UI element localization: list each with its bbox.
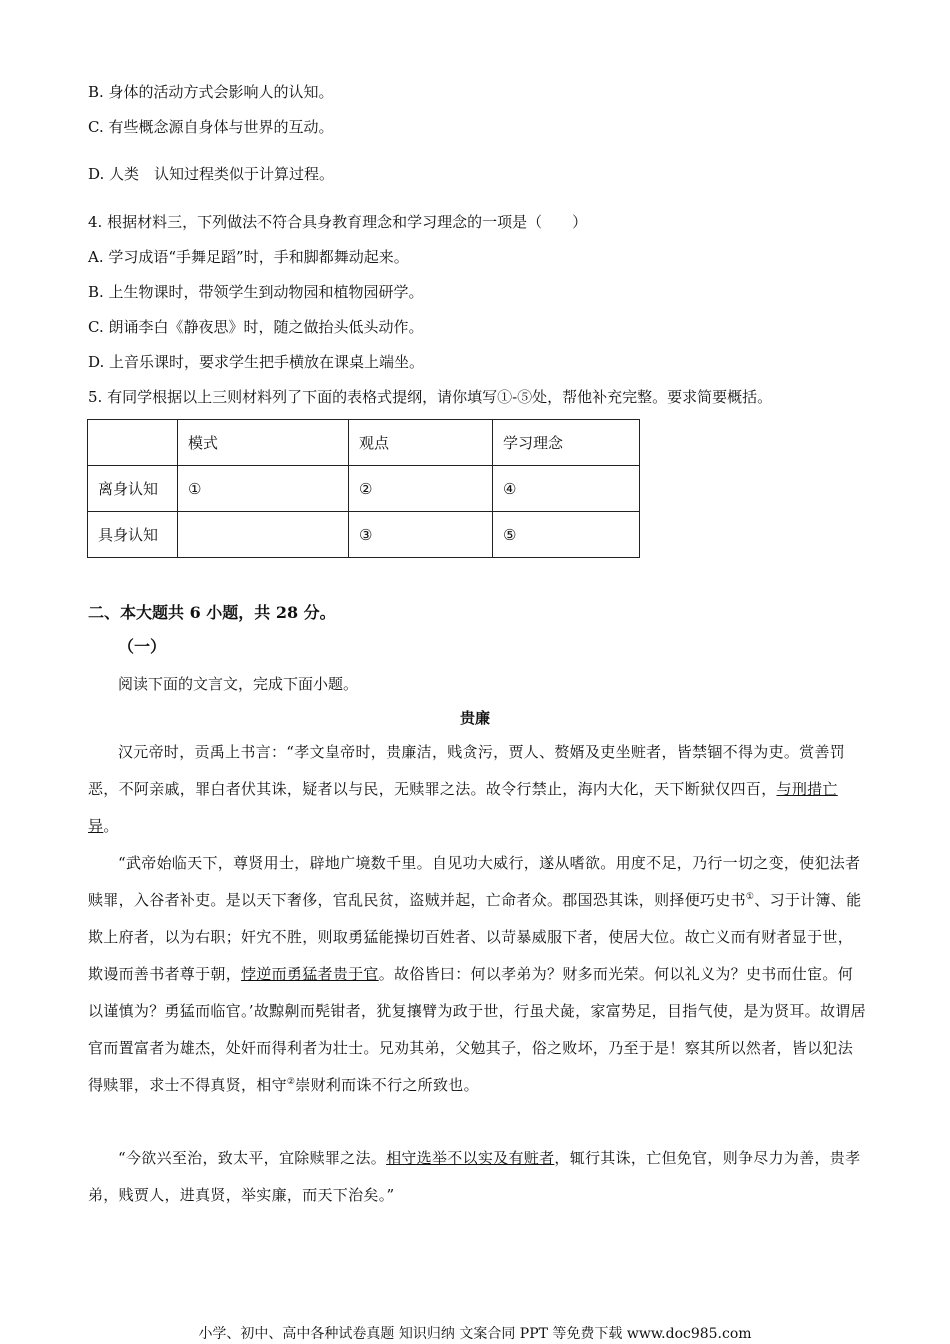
table-cell: ③ [349, 512, 493, 558]
page-footer: 小学、初中、高中各种试卷真题 知识归纳 文案合同 PPT 等免费下载 www.doc985.com [198, 1326, 752, 1342]
option-d: D. 人类 认知过程类似于计算过程。 [88, 165, 335, 183]
q4-option-b: B. 上生物课时，带领学生到动物园和植物园研学。 [88, 283, 424, 301]
passage-text: 崇财利而诛不行之所致也。 [295, 1076, 479, 1094]
table-cell: ④ [493, 466, 640, 512]
passage-paragraph-1 [88, 734, 868, 845]
question-4-stem: 4. 根据材料三，下列做法不符合具身教育理念和学习理念的一项是（ ） [88, 213, 588, 231]
table-cell: 具身认知 [88, 512, 178, 558]
footnote-mark: ② [286, 1077, 296, 1087]
option-b: B. 身体的活动方式会影响人的认知。 [88, 83, 334, 101]
underlined-sentence: 与刑措亡异 [88, 780, 838, 835]
passage-text: 、习于计簿、能欺上府者，以为右职；奸宄不胜，则取勇猛能操切百姓者、以苛暴威服下者，使居大位。故亡义而有财者显于世，欺谩而善书者尊于朝， [88, 891, 862, 983]
table-header-concept: 学习理念 [493, 420, 640, 466]
table-cell [88, 420, 178, 466]
passage-text: “今欲兴至治，致太平，宜除赎罪之法。 [118, 1149, 387, 1167]
question-5-stem: 5. 有同学根据以上三则材料列了下面的表格式提纲，请你填写①-⑤处，帮他补充完整。要求简要概括。 [88, 388, 773, 406]
passage-paragraph-3 [88, 1140, 868, 1214]
underlined-sentence: 相守选举不以实及有赃者 [386, 1149, 555, 1167]
passage-text: “武帝始临天下，尊贤用士，辟地广境数千里。自见功大威行，遂从嗜欲。用度不足，乃行一切之变，使犯法者赎罪，入谷者补吏。是以天下奢侈，官乱民贫，盗贼并起，亡命者众。郡国恐其诛，则择便巧史书 [88, 854, 861, 909]
passage-paragraph-2 [88, 845, 868, 1104]
passage-text: 。故俗皆曰：何以孝弟为？财多而光荣。何以礼义为？史书而仕宦。何以谨慎为？勇猛而临官。’故黥劓而髡钳者，犹复攘臂为政于世，行虽犬彘，家富势足，目指气使，是为贤耳。故谓居官而置富者为雄杰，处奸而得利者为壮士。兄劝其弟，父勉其子，俗之败坏，乃至于是！察其所以然者，皆以犯法得赎罪，求士不得真贤，相守 [88, 965, 866, 1094]
underlined-sentence: 悖逆而勇猛者贵于官 [241, 965, 379, 983]
table-header-mode: 模式 [178, 420, 349, 466]
outline-table [87, 419, 640, 558]
table-cell: ① [178, 466, 349, 512]
passage-text: ，辄行其诛，亡但免官，则争尽力为善，贵孝弟，贱贾人，进真贤，举实廉，而天下治矣。” [88, 1149, 861, 1204]
reading-instruction: 阅读下面的文言文，完成下面小题。 [118, 675, 359, 693]
q4-option-c: C. 朗诵李白《静夜思》时，随之做抬头低头动作。 [88, 318, 424, 336]
q4-option-a: A. 学习成语“手舞足蹈”时，手和脚都舞动起来。 [88, 248, 409, 266]
passage-text: 。 [103, 817, 119, 835]
footnote-mark: ① [745, 892, 755, 902]
table-cell: 离身认知 [88, 466, 178, 512]
table-header-view: 观点 [349, 420, 493, 466]
passage-text: 汉元帝时，贡禹上书言：“孝文皇帝时，贵廉洁，贱贪污，贾人、赘婿及吏坐赃者，皆禁锢不得为吏。赏善罚恶，不阿亲戚，罪白者伏其诛，疑者以与民，无赎罪之法。故令行禁止，海内大化，天下断狱仅四百， [88, 743, 846, 798]
table-row [88, 512, 640, 558]
table-cell [178, 512, 349, 558]
table-header-row [88, 420, 640, 466]
table-row [88, 466, 640, 512]
q4-option-d: D. 上音乐课时，要求学生把手横放在课桌上端坐。 [88, 353, 425, 371]
passage-title: 贵廉 [459, 709, 490, 727]
section-heading: 二、本大题共 6 小题，共 28 分。 [88, 603, 336, 622]
table-cell: ⑤ [493, 512, 640, 558]
option-c: C. 有些概念源自身体与世界的互动。 [88, 118, 334, 136]
table-cell: ② [349, 466, 493, 512]
section-subheading: （一） [118, 637, 167, 656]
